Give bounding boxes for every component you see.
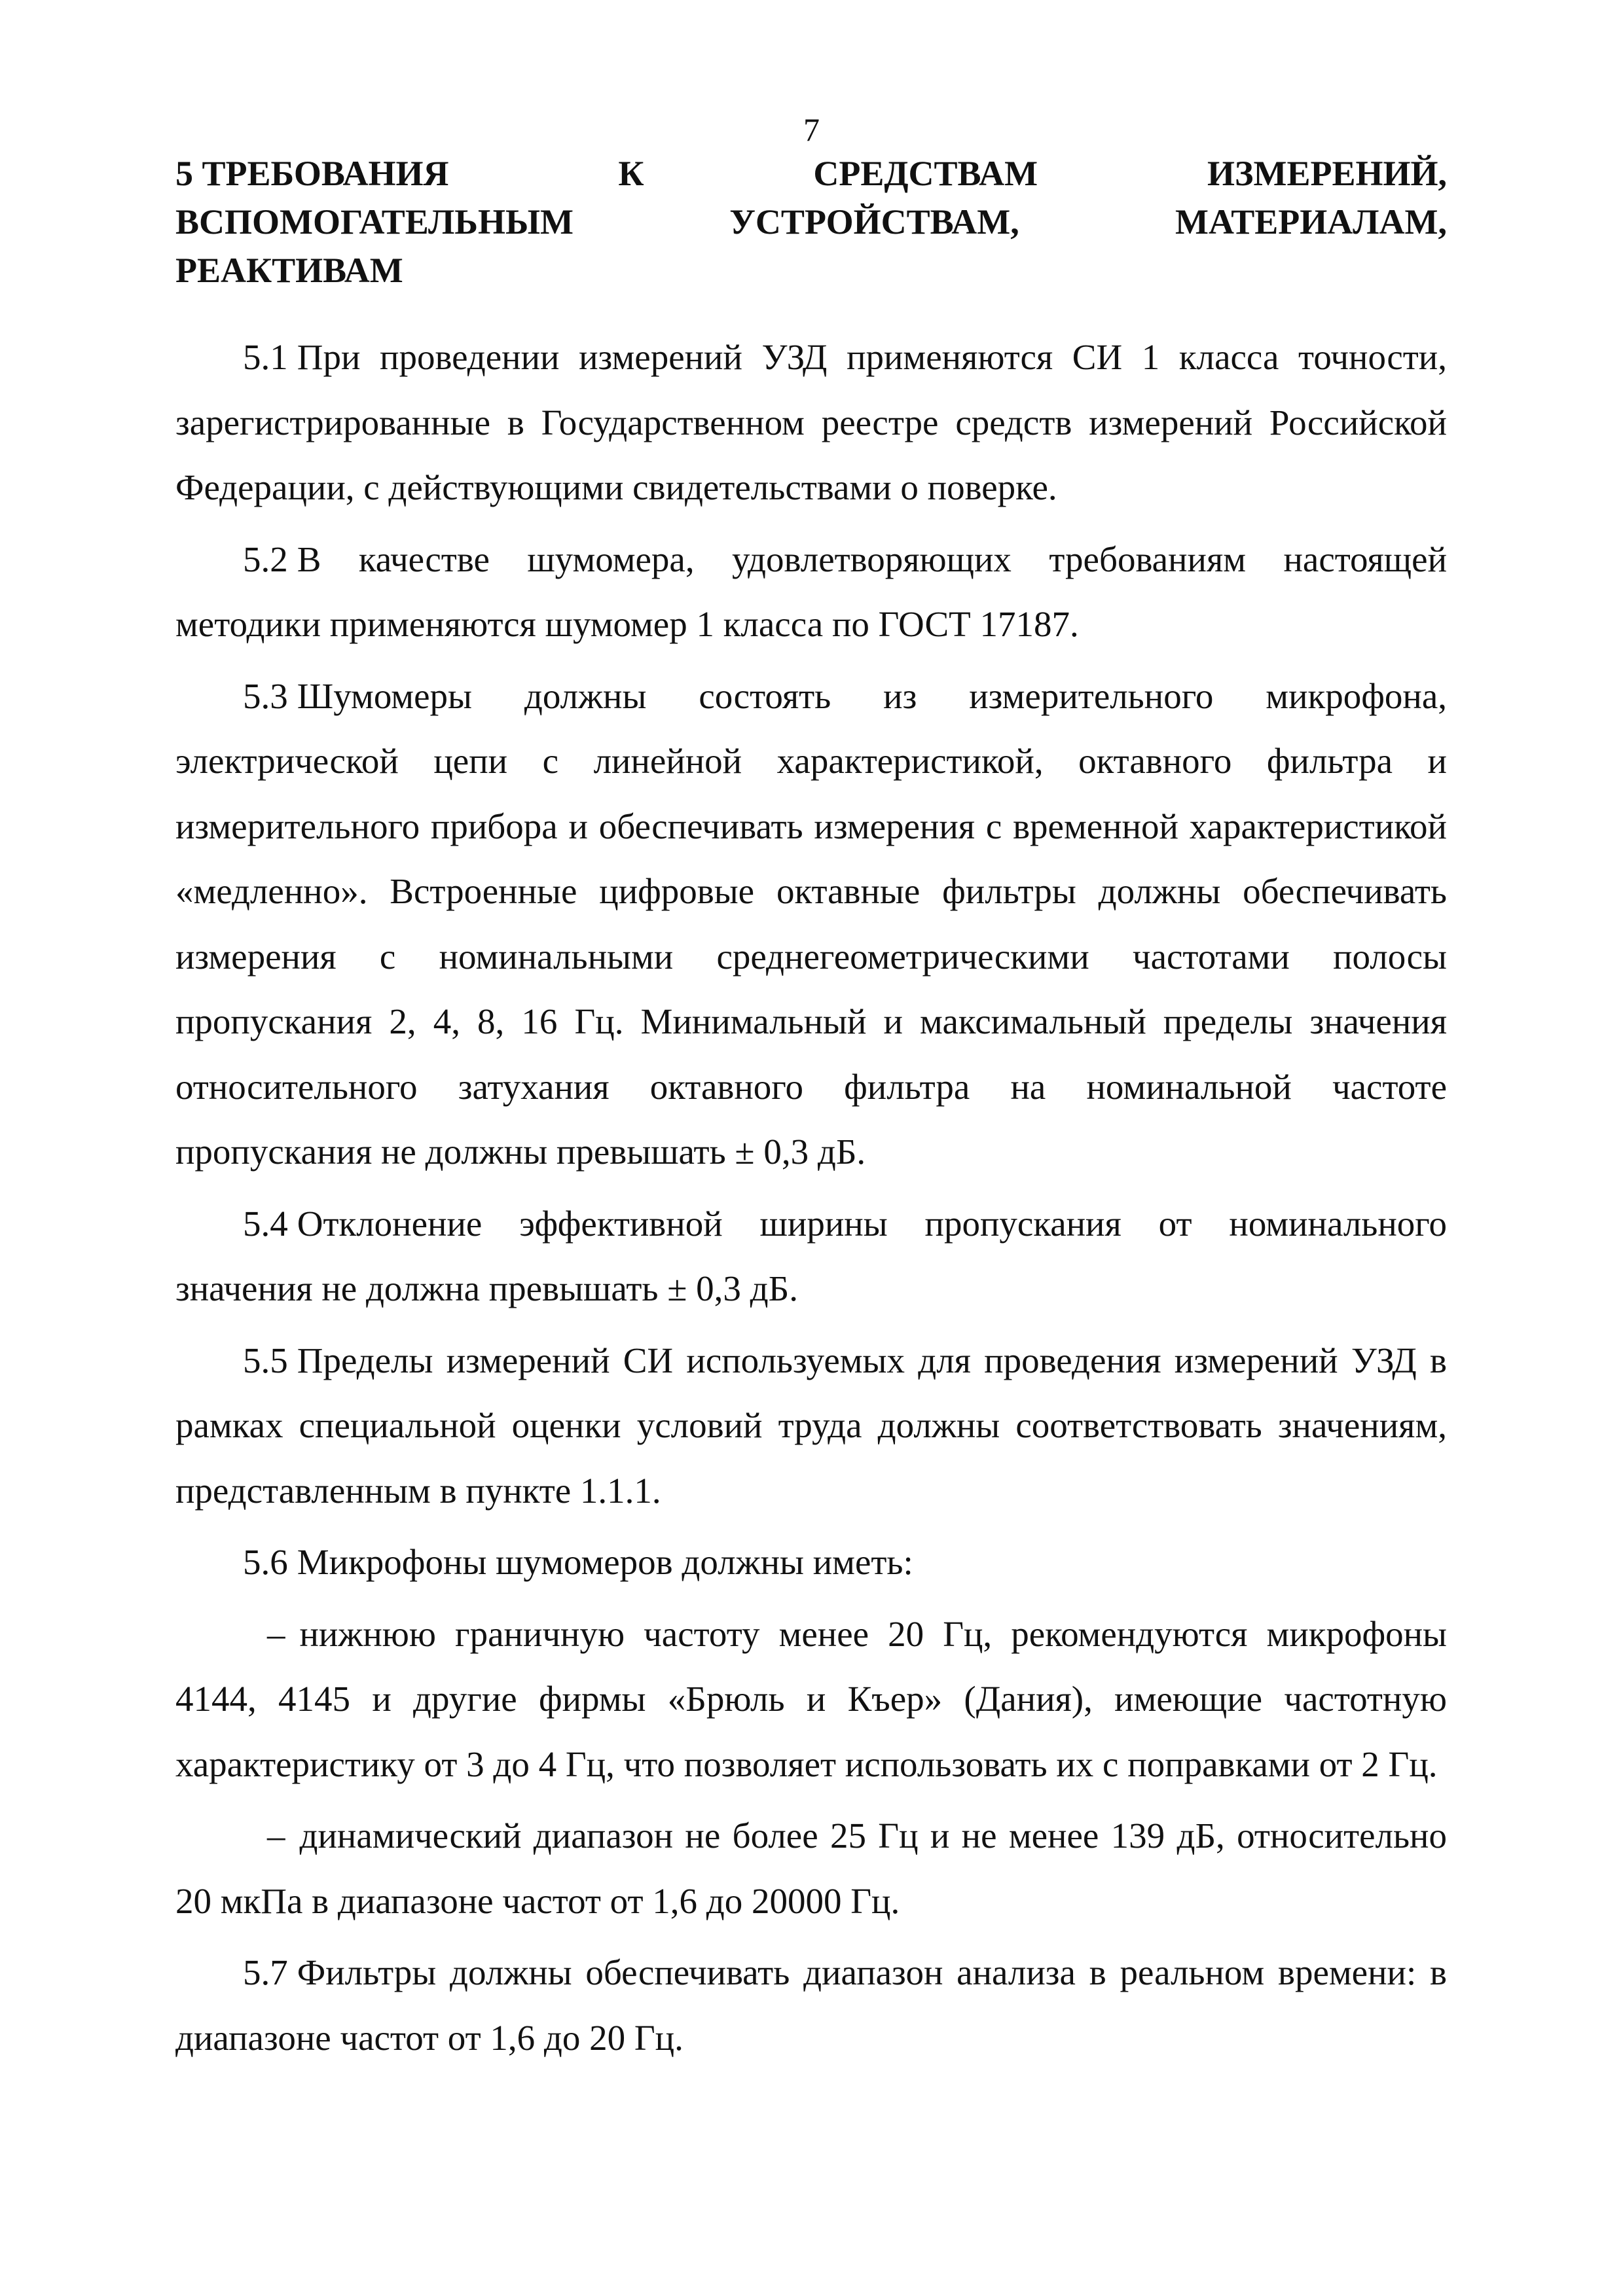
section-5-5 bbox=[175, 1328, 1447, 1524]
section-5-7 bbox=[175, 1940, 1447, 2070]
heading-line-3 bbox=[175, 246, 1447, 295]
heading-line-2 bbox=[175, 198, 1447, 246]
list-item-text: динамический диапазон не более 25 Гц и не менее 139 дБ, относительно 20 мкПа в диапазоне частот от 1,6 до 20000 Гц. bbox=[175, 1816, 1447, 1921]
section-5-4 bbox=[175, 1191, 1447, 1321]
section-text: Микрофоны шумомеров должны иметь: bbox=[297, 1542, 913, 1582]
heading-word: 5 ТРЕБОВАНИЯ bbox=[175, 154, 449, 193]
section-text: Фильтры должны обеспечивать диапазон анализа в реальном времени: в диапазоне частот от 1,6 до 20 Гц. bbox=[175, 1952, 1447, 2058]
section-number: 5.3 bbox=[243, 675, 288, 716]
heading-word: ИЗМЕРЕНИЙ, bbox=[1207, 154, 1447, 193]
section-number: 5.6 bbox=[243, 1542, 288, 1582]
heading-word: ВСПОМОГАТЕЛЬНЫМ bbox=[175, 202, 574, 242]
section-text: В качестве шумомера, удовлетворяющих требованиям настоящей методики применяются шумомер 1 класса по ГОСТ 17187. bbox=[175, 539, 1447, 644]
list-item-text: нижнюю граничную частоту менее 20 Гц, рекомендуются микрофоны 4144, 4145 и другие фирмы «Брюль и Къер» (Дания), имеющие частотную характеристику от 3 до 4 Гц, что позволяет использовать их с поправками от 2 Гц. bbox=[175, 1613, 1447, 1784]
section-text: Отклонение эффективной ширины пропускания от номинального значения не должна превышать ± 0,3 дБ. bbox=[175, 1203, 1447, 1308]
section-number: 5.1 bbox=[243, 337, 288, 377]
section-5-2 bbox=[175, 527, 1447, 657]
section-text: Шумомеры должны состоять из измерительного микрофона, электрической цепи с линейной характеристикой, октавного фильтра и измерительного прибора и обеспечивать измерения с временной характеристикой «медленно». Встроенные цифровые октавные фильтры должны обеспечивать измерения с номинальными среднегеометрическими частотами полосы пропускания 2, 4, 8, 16 Гц. Минимальный и максимальный пределы значения относительного затухания октавного фильтра на номинальной частоте пропускания не должны превышать ± 0,3 дБ. bbox=[175, 675, 1447, 1172]
list-item bbox=[175, 1803, 1447, 1933]
section-5-3 bbox=[175, 664, 1447, 1185]
heading-line-1 bbox=[175, 149, 1447, 198]
heading-word: СРЕДСТВАМ bbox=[813, 154, 1038, 193]
section-text: При проведении измерений УЗД применяются СИ 1 класса точности, зарегистрированные в Государственном реестре средств измерений Российской Федерации, с действующими свидетельствами о поверке. bbox=[175, 337, 1447, 507]
section-5-1 bbox=[175, 325, 1447, 520]
heading-word: УСТРОЙСТВАМ, bbox=[729, 202, 1019, 242]
heading-word: МАТЕРИАЛАМ, bbox=[1175, 202, 1447, 242]
dash-marker: – bbox=[267, 1613, 285, 1654]
section-number: 5.5 bbox=[243, 1340, 288, 1380]
section-number: 5.2 bbox=[243, 539, 288, 579]
page-number: 7 bbox=[803, 111, 820, 148]
section-number: 5.7 bbox=[243, 1952, 288, 1992]
section-5-6 bbox=[175, 1530, 1447, 1595]
heading-word: РЕАКТИВАМ bbox=[175, 251, 403, 290]
section-number: 5.4 bbox=[243, 1203, 288, 1244]
document-body bbox=[175, 325, 1447, 2077]
dash-marker: – bbox=[267, 1816, 285, 1856]
section-text: Пределы измерений СИ используемых для проведения измерений УЗД в рамках специальной оценки условий труда должны соответствовать значениям, представленным в пункте 1.1.1. bbox=[175, 1340, 1447, 1511]
list-item bbox=[175, 1602, 1447, 1797]
heading-word: К bbox=[618, 154, 644, 193]
section-heading bbox=[175, 149, 1447, 295]
